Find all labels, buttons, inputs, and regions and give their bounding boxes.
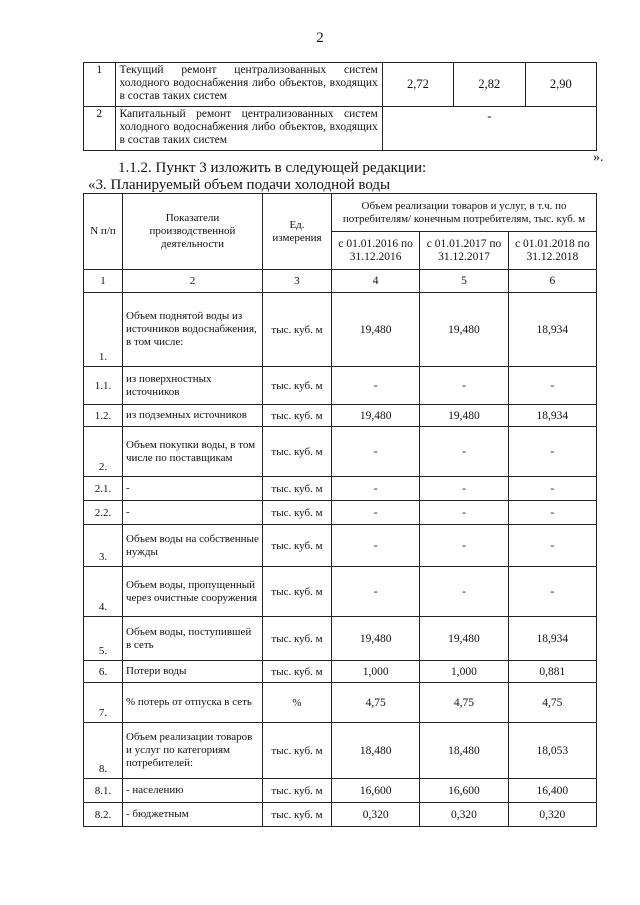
table-row (84, 779, 597, 803)
value-2016: - (332, 525, 420, 567)
index-cell: 3 (263, 270, 332, 293)
row-number: 1.2. (84, 405, 123, 427)
indicator-name: - населению (123, 779, 263, 803)
value-2017: - (420, 427, 508, 477)
unit-cell: тыс. куб. м (263, 293, 332, 367)
row-number: 1 (84, 63, 116, 107)
value-2016: - (332, 477, 420, 501)
value-2016: 19,480 (332, 405, 420, 427)
indicator-name: Потери воды (123, 661, 263, 683)
header-indicator: Показатели производственной деятельности (123, 194, 263, 270)
value-2016: - (332, 367, 420, 405)
unit-cell: % (263, 683, 332, 723)
value-2016: 0,320 (332, 803, 420, 827)
value-2018: 18,934 (508, 405, 596, 427)
value-2017: 19,480 (420, 617, 508, 661)
row-number: 8. (84, 723, 123, 779)
row-number: 3. (84, 525, 123, 567)
value-2016: - (332, 427, 420, 477)
value-cell: 2,82 (454, 63, 525, 107)
index-cell: 6 (508, 270, 596, 293)
page-number: 2 (316, 30, 324, 46)
indicator-name: Объем воды, пропущенный через очистные сооружения (123, 567, 263, 617)
table-row (84, 803, 597, 827)
index-row (84, 270, 597, 293)
row-description: Капитальный ремонт централизованных систем холодного водоснабжения либо объектов, входящих в состав таких систем (115, 107, 382, 151)
header-period: с 01.01.2018 по 31.12.2018 (508, 232, 596, 270)
value-2017: 4,75 (420, 683, 508, 723)
row-number: 1.1. (84, 367, 123, 405)
value-2018: 16,400 (508, 779, 596, 803)
unit-cell: тыс. куб. м (263, 803, 332, 827)
value-2017: - (420, 367, 508, 405)
value-cell: 2,72 (382, 63, 453, 107)
table-row (84, 661, 597, 683)
row-number: 8.2. (84, 803, 123, 827)
amendment-paragraph: 1.1.2. Пункт 3 изложить в следующей редакции: (118, 160, 427, 176)
value-2017: - (420, 525, 508, 567)
indicator-name: - (123, 477, 263, 501)
row-number: 2 (84, 107, 116, 151)
value-2018: - (508, 477, 596, 501)
index-cell: 2 (123, 270, 263, 293)
header-row (84, 194, 597, 232)
unit-cell: тыс. куб. м (263, 367, 332, 405)
row-number: 2.1. (84, 477, 123, 501)
unit-cell: тыс. куб. м (263, 723, 332, 779)
row-number: 2. (84, 427, 123, 477)
value-2017: 18,480 (420, 723, 508, 779)
unit-cell: тыс. куб. м (263, 501, 332, 525)
unit-cell: тыс. куб. м (263, 477, 332, 501)
header-period: с 01.01.2016 по 31.12.2016 (332, 232, 420, 270)
value-2017: 19,480 (420, 405, 508, 427)
row-number: 4. (84, 567, 123, 617)
value-2016: 4,75 (332, 683, 420, 723)
value-2016: 1,000 (332, 661, 420, 683)
water-supply-table (83, 193, 597, 827)
table-row (84, 63, 597, 107)
value-2018: - (508, 525, 596, 567)
index-cell: 4 (332, 270, 420, 293)
table-row (84, 427, 597, 477)
merged-value-cell: - (382, 107, 596, 151)
value-2016: 18,480 (332, 723, 420, 779)
index-cell: 5 (420, 270, 508, 293)
unit-cell: тыс. куб. м (263, 617, 332, 661)
unit-cell: тыс. куб. м (263, 525, 332, 567)
table-row (84, 723, 597, 779)
header-group: Объем реализации товаров и услуг, в т.ч. по потребителям/ конечным потребителям, тыс. куб. м (332, 194, 597, 232)
value-2018: 18,053 (508, 723, 596, 779)
indicator-name: из подземных источников (123, 405, 263, 427)
indicator-name: Объем воды, поступившей в сеть (123, 617, 263, 661)
indicator-name: - (123, 501, 263, 525)
table-row (84, 617, 597, 661)
row-number: 5. (84, 617, 123, 661)
row-number: 2.2. (84, 501, 123, 525)
value-cell: 2,90 (525, 63, 596, 107)
value-2017: 1,000 (420, 661, 508, 683)
value-2017: - (420, 477, 508, 501)
unit-cell: тыс. куб. м (263, 405, 332, 427)
value-2016: 19,480 (332, 617, 420, 661)
header-num: N п/п (84, 194, 123, 270)
value-2017: - (420, 501, 508, 525)
header-unit: Ед. измерения (263, 194, 332, 270)
value-2018: - (508, 367, 596, 405)
table-row (84, 367, 597, 405)
table-row (84, 525, 597, 567)
table-row (84, 107, 597, 151)
value-2018: 4,75 (508, 683, 596, 723)
table-row (84, 683, 597, 723)
table-row (84, 405, 597, 427)
table-row (84, 477, 597, 501)
value-2018: 18,934 (508, 293, 596, 367)
closing-quote: ». (593, 150, 604, 165)
unit-cell: тыс. куб. м (263, 427, 332, 477)
repair-table (83, 62, 597, 151)
row-number: 8.1. (84, 779, 123, 803)
indicator-name: Объем поднятой воды из источников водоснабжения, в том числе: (123, 293, 263, 367)
indicator-name: - бюджетным (123, 803, 263, 827)
row-number: 7. (84, 683, 123, 723)
value-2016: 19,480 (332, 293, 420, 367)
value-2018: 18,934 (508, 617, 596, 661)
indicator-name: Объем реализации товаров и услуг по категориям потребителей: (123, 723, 263, 779)
table-body (84, 293, 597, 827)
unit-cell: тыс. куб. м (263, 779, 332, 803)
row-number: 6. (84, 661, 123, 683)
value-2018: 0,881 (508, 661, 596, 683)
index-cell: 1 (84, 270, 123, 293)
value-2016: - (332, 501, 420, 525)
table-row (84, 293, 597, 367)
value-2018: - (508, 501, 596, 525)
value-2017: 0,320 (420, 803, 508, 827)
value-2018: - (508, 427, 596, 477)
value-2017: 16,600 (420, 779, 508, 803)
value-2018: - (508, 567, 596, 617)
row-number: 1. (84, 293, 123, 367)
row-description: Текущий ремонт централизованных систем холодного водоснабжения либо объектов, входящих в состав таких систем (115, 63, 382, 107)
value-2018: 0,320 (508, 803, 596, 827)
indicator-name: из поверхностных источников (123, 367, 263, 405)
table-row (84, 567, 597, 617)
value-2016: 16,600 (332, 779, 420, 803)
header-period: с 01.01.2017 по 31.12.2017 (420, 232, 508, 270)
value-2016: - (332, 567, 420, 617)
indicator-name: Объем воды на собственные нужды (123, 525, 263, 567)
indicator-name: % потерь от отпуска в сеть (123, 683, 263, 723)
indicator-name: Объем покупки воды, в том числе по поставщикам (123, 427, 263, 477)
value-2017: 19,480 (420, 293, 508, 367)
value-2017: - (420, 567, 508, 617)
unit-cell: тыс. куб. м (263, 567, 332, 617)
table-row (84, 501, 597, 525)
section-heading: «3. Планируемый объем подачи холодной воды (88, 177, 391, 193)
unit-cell: тыс. куб. м (263, 661, 332, 683)
